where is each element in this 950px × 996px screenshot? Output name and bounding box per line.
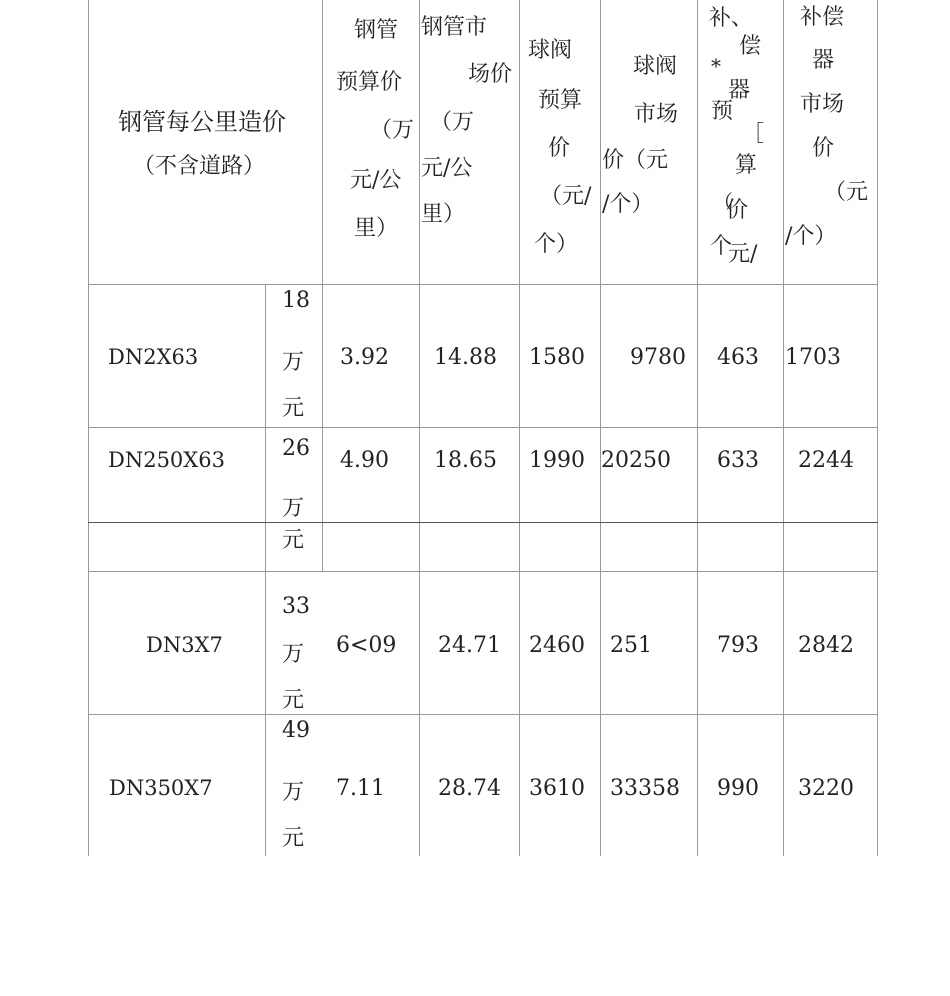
- header-pipe-budget: 预算价: [336, 70, 403, 95]
- row-valve-market: 251: [610, 633, 652, 658]
- header-pipe-market: 里）: [421, 202, 466, 227]
- header-spec-line1: 钢管每公里造价: [118, 108, 286, 136]
- header-pipe-budget: 元/公: [350, 168, 402, 193]
- row-valve-market: 33358: [610, 776, 680, 801]
- header-comp-budget: （: [713, 190, 733, 214]
- grid-line: [419, 0, 420, 856]
- header-valve-budget: 预算: [538, 88, 583, 113]
- header-comp-budget: 价: [726, 198, 749, 223]
- row-comp-market: 3220: [798, 776, 854, 801]
- grid-line: [88, 427, 878, 428]
- row-valve-market: 9780: [630, 345, 686, 370]
- row-per-km: 元: [282, 528, 305, 553]
- row-pipe-market: 28.74: [438, 776, 501, 801]
- row-per-km: 18: [282, 288, 310, 313]
- header-comp-budget: 器: [728, 78, 751, 103]
- header-pipe-budget: 钢管: [354, 18, 399, 43]
- row-per-km: 49: [282, 718, 310, 743]
- row-per-km: 万: [282, 642, 305, 667]
- grid-line: [322, 0, 323, 571]
- header-comp-market: 器: [812, 48, 835, 73]
- row-per-km: 元: [282, 688, 305, 713]
- grid-line: [88, 571, 878, 572]
- header-valve-market: /个）: [602, 192, 654, 217]
- row-valve-budget: 1990: [529, 448, 585, 473]
- grid-line: [783, 0, 784, 856]
- row-valve-market: 20250: [601, 448, 671, 473]
- row-comp-budget: 633: [717, 448, 759, 473]
- header-comp-budget: 个: [710, 234, 733, 259]
- header-comp-market: 价: [812, 136, 835, 161]
- header-pipe-market: 场价: [468, 62, 513, 87]
- header-comp-budget: 元/: [728, 242, 758, 267]
- row-valve-budget: 1580: [529, 345, 585, 370]
- row-per-km: 万: [282, 496, 305, 521]
- grid-line: [265, 284, 266, 856]
- row-valve-budget: 2460: [529, 633, 585, 658]
- grid-line: [88, 0, 89, 856]
- header-comp-market: （元: [824, 180, 869, 205]
- header-comp-market: /个）: [785, 224, 837, 249]
- header-pipe-market: 元/公: [421, 156, 473, 181]
- row-per-km: 元: [282, 826, 305, 851]
- header-valve-market: 价（元: [602, 148, 669, 173]
- grid-line: [88, 714, 878, 715]
- header-valve-budget: 球阀: [528, 38, 573, 63]
- row-pipe-market: 24.71: [438, 633, 501, 658]
- row-valve-budget: 3610: [529, 776, 585, 801]
- row-pipe-budget: 6<09: [336, 633, 397, 658]
- row-pipe-market: 14.88: [434, 345, 497, 370]
- header-comp-budget: 补、: [709, 6, 754, 31]
- header-comp-budget: 偿: [739, 34, 762, 59]
- row-per-km: 26: [282, 436, 310, 461]
- header-comp-market: 补偿: [800, 5, 845, 30]
- header-pipe-market: 钢管市: [421, 15, 488, 40]
- row-per-km: 33: [282, 594, 310, 619]
- row-spec: DN250X63: [108, 448, 225, 472]
- row-comp-market: 2244: [798, 448, 854, 473]
- header-pipe-budget: （万: [370, 118, 415, 143]
- grid-line: [88, 522, 878, 523]
- row-pipe-market: 18.65: [434, 448, 497, 473]
- header-pipe-budget: 里）: [354, 216, 399, 241]
- grid-line: [600, 0, 601, 856]
- grid-line: [88, 284, 878, 285]
- grid-line: [697, 0, 698, 856]
- header-valve-budget: 价: [548, 136, 571, 161]
- header-valve-budget: 个）: [534, 232, 579, 257]
- row-spec: DN3X7: [146, 633, 223, 657]
- row-spec: DN350X7: [109, 776, 213, 800]
- header-pipe-market: （万: [430, 110, 475, 135]
- header-valve-market: 市场: [634, 102, 679, 127]
- row-comp-budget: 793: [717, 633, 759, 658]
- header-comp-budget: ［: [742, 122, 765, 147]
- row-comp-budget: 463: [717, 345, 759, 370]
- header-comp-budget: *: [711, 54, 721, 78]
- row-pipe-budget: 3.92: [340, 345, 389, 370]
- row-comp-market: 1703: [785, 345, 841, 370]
- header-valve-budget: （元/: [540, 184, 592, 209]
- row-per-km: 万: [282, 350, 305, 375]
- header-valve-market: 球阀: [633, 54, 678, 79]
- header-spec-line2: （不含道路）: [133, 154, 266, 179]
- row-pipe-budget: 4.90: [340, 448, 389, 473]
- grid-line: [877, 0, 878, 856]
- row-comp-budget: 990: [717, 776, 759, 801]
- row-comp-market: 2842: [798, 633, 854, 658]
- row-pipe-budget: 7.11: [336, 776, 385, 801]
- row-per-km: 元: [282, 396, 305, 421]
- row-per-km: 万: [282, 780, 305, 805]
- row-spec: DN2X63: [108, 345, 199, 369]
- header-comp-market: 市场: [800, 92, 845, 117]
- header-comp-budget: 预: [711, 99, 734, 124]
- grid-line: [519, 0, 520, 856]
- header-comp-budget: 算: [735, 153, 758, 178]
